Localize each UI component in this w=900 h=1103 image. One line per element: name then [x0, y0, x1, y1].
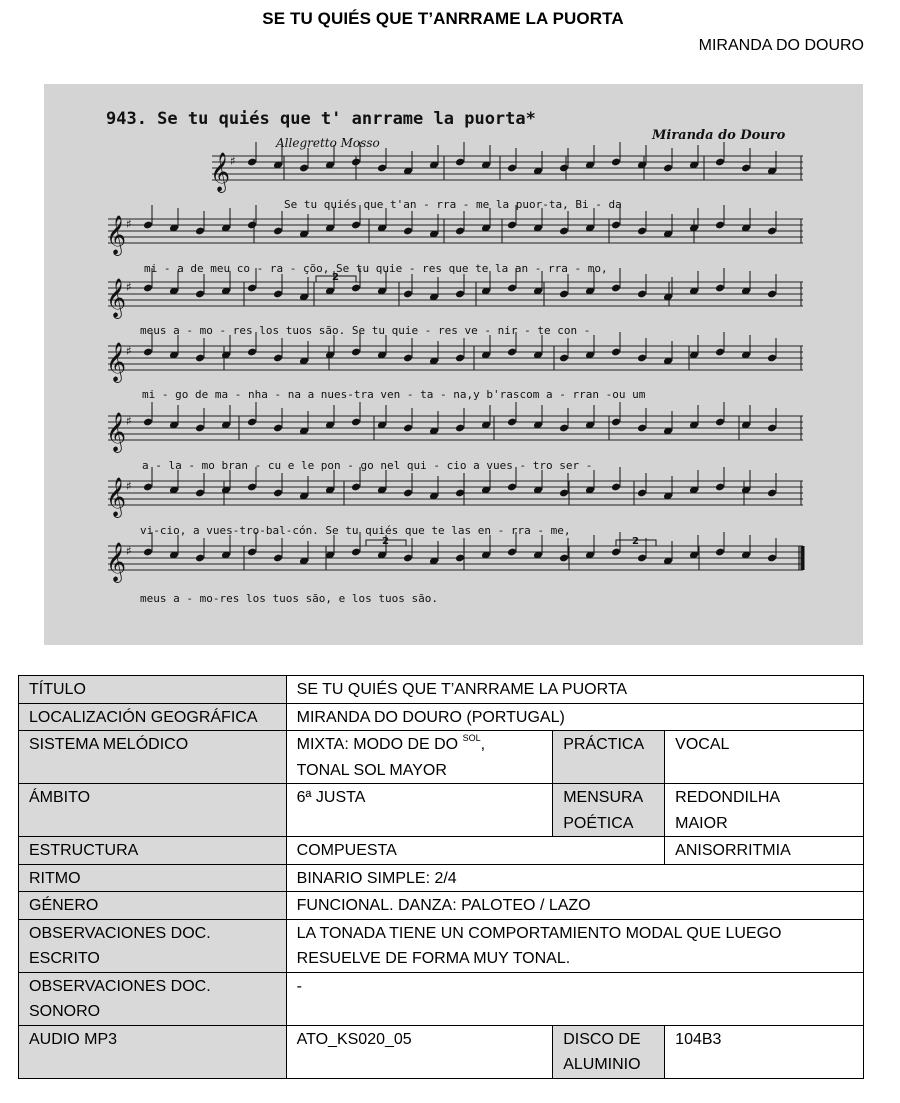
lyrics-line-3: meus a - mo - res los tuos são. Se tu quie - res ve - nir - te con - [140, 324, 591, 337]
row-obs-escrito [19, 919, 864, 972]
disco-label-1: DISCO DE [563, 1030, 641, 1048]
treble-clef-icon: 𝄞 [106, 215, 127, 255]
localizacion-value: MIRANDA DO DOURO (PORTUGAL) [286, 703, 863, 731]
lyrics-line-2: mi - a de meu co - ra - çõo, Se tu quie - res que te la an - rra - mo, [144, 262, 608, 275]
sharp-icon: ♯ [126, 344, 132, 358]
sistema-label: SISTEMA MELÓDICO [19, 731, 287, 784]
row-sistema [19, 731, 864, 784]
obs-escrito-label [19, 919, 287, 972]
genero-value: FUNCIONAL. DANZA: PALOTEO / LAZO [286, 892, 863, 920]
treble-clef-icon: 𝄞 [106, 542, 127, 582]
obs-sonoro-label [19, 972, 287, 1025]
score-place: Miranda do Douro [652, 128, 786, 143]
genero-label: GÉNERO [19, 892, 287, 920]
disco-label-2: ALUMINIO [563, 1056, 641, 1073]
estructura-label: ESTRUCTURA [19, 837, 287, 865]
mensura-label [553, 784, 665, 837]
lyrics-line-1: Se tu quiés que t'an - rra - me la puor-ta, Bi - da [284, 198, 622, 211]
audio-value: ATO_KS020_05 [286, 1025, 553, 1078]
practica-label: PRÁCTICA [553, 731, 665, 784]
lyrics-line-6: vi-cio, a vues-tro-bal-cón. Se tu quiés que te las en - rra - me, [140, 524, 571, 537]
page-title: SE TU QUIÉS QUE T’ANRRAME LA PUORTA [262, 9, 624, 28]
mensura-label-2: POÉTICA [563, 814, 634, 832]
sistema-value [286, 731, 553, 784]
score-tempo: Allegretto Mosso [276, 136, 380, 150]
localizacion-label: LOCALIZACIÓN GEOGRÁFICA [19, 703, 287, 731]
sharp-icon: ♯ [126, 414, 132, 428]
treble-clef-icon: 𝄞 [106, 477, 127, 517]
tuplet-number: 2 [632, 536, 639, 547]
audio-label: AUDIO MP3 [19, 1025, 287, 1078]
lyrics-line-5: a - la - mo bran - cu e le pon - go nel qui - cio a vues - tro ser - [142, 459, 593, 472]
row-ambito [19, 784, 864, 837]
mensura-value [665, 784, 864, 837]
obs-escrito-value-2: RESUELVE DE FORMA MUY TONAL. [296, 950, 571, 967]
tuplet-number: 2 [332, 272, 339, 283]
sharp-icon: ♯ [230, 154, 236, 168]
obs-sonoro-value: - [286, 972, 863, 1025]
row-localizacion [19, 703, 864, 731]
row-audio [19, 1025, 864, 1078]
score-image [44, 84, 863, 645]
sistema-value-line2: TONAL SOL MAYOR [296, 761, 447, 779]
sharp-icon: ♯ [126, 479, 132, 493]
score-title: 943. Se tu quiés que t' anrrame la puorta* [106, 109, 536, 129]
metadata-table [18, 675, 864, 1079]
titulo-label: TÍTULO [19, 676, 287, 704]
disco-value: 104B3 [665, 1025, 864, 1078]
ritmo-value: BINARIO SIMPLE: 2/4 [286, 864, 863, 892]
sharp-icon: ♯ [126, 544, 132, 558]
row-estructura [19, 837, 864, 865]
obs-escrito-label-2: ESCRITO [29, 950, 100, 967]
lyrics-line-7: meus a - mo-res los tuos são, e los tuos são. [140, 592, 439, 605]
titulo-value: SE TU QUIÉS QUE T’ANRRAME LA PUORTA [286, 676, 863, 704]
ambito-label: ÁMBITO [19, 784, 287, 837]
treble-clef-icon: 𝄞 [210, 152, 231, 192]
treble-clef-icon: 𝄞 [106, 412, 127, 452]
row-obs-sonoro [19, 972, 864, 1025]
mensura-label-1: MENSURA [563, 789, 644, 806]
row-genero [19, 892, 864, 920]
disco-label [553, 1025, 665, 1078]
row-titulo [19, 676, 864, 704]
tuplet-number: 2 [382, 536, 389, 547]
sistema-value-sup: SOL [462, 733, 481, 743]
sharp-icon: ♯ [126, 217, 132, 231]
obs-escrito-value-1: LA TONADA TIENE UN COMPORTAMIENTO MODAL QUE LUEGO [296, 924, 782, 942]
sistema-value-post: , [480, 736, 486, 753]
mensura-value-1: REDONDILHA [675, 789, 781, 806]
ambito-value: 6ª JUSTA [286, 784, 553, 837]
obs-escrito-value [286, 919, 863, 972]
treble-clef-icon: 𝄞 [106, 278, 127, 318]
practica-value: VOCAL [665, 731, 864, 784]
treble-clef-icon: 𝄞 [106, 342, 127, 382]
mensura-value-2: MAIOR [675, 814, 728, 832]
obs-escrito-label-1: OBSERVACIONES DOC. [29, 924, 211, 942]
obs-sonoro-label-2: SONORO [29, 1003, 101, 1020]
estructura-value: COMPUESTA [286, 837, 665, 865]
ritmo-label: RITMO [19, 864, 287, 892]
lyrics-line-4: mi - go de ma - nha - na a nues-tra ven - ta - na,y b'rascom a - rran -ou um [142, 388, 646, 401]
row-ritmo [19, 864, 864, 892]
sistema-value-pre: MIXTA: MODO DE DO [296, 736, 463, 753]
page-location: MIRANDA DO DOURO [698, 37, 864, 54]
estructura-extra: ANISORRITMIA [665, 837, 864, 865]
sharp-icon: ♯ [126, 280, 132, 294]
obs-sonoro-label-1: OBSERVACIONES DOC. [29, 977, 211, 995]
